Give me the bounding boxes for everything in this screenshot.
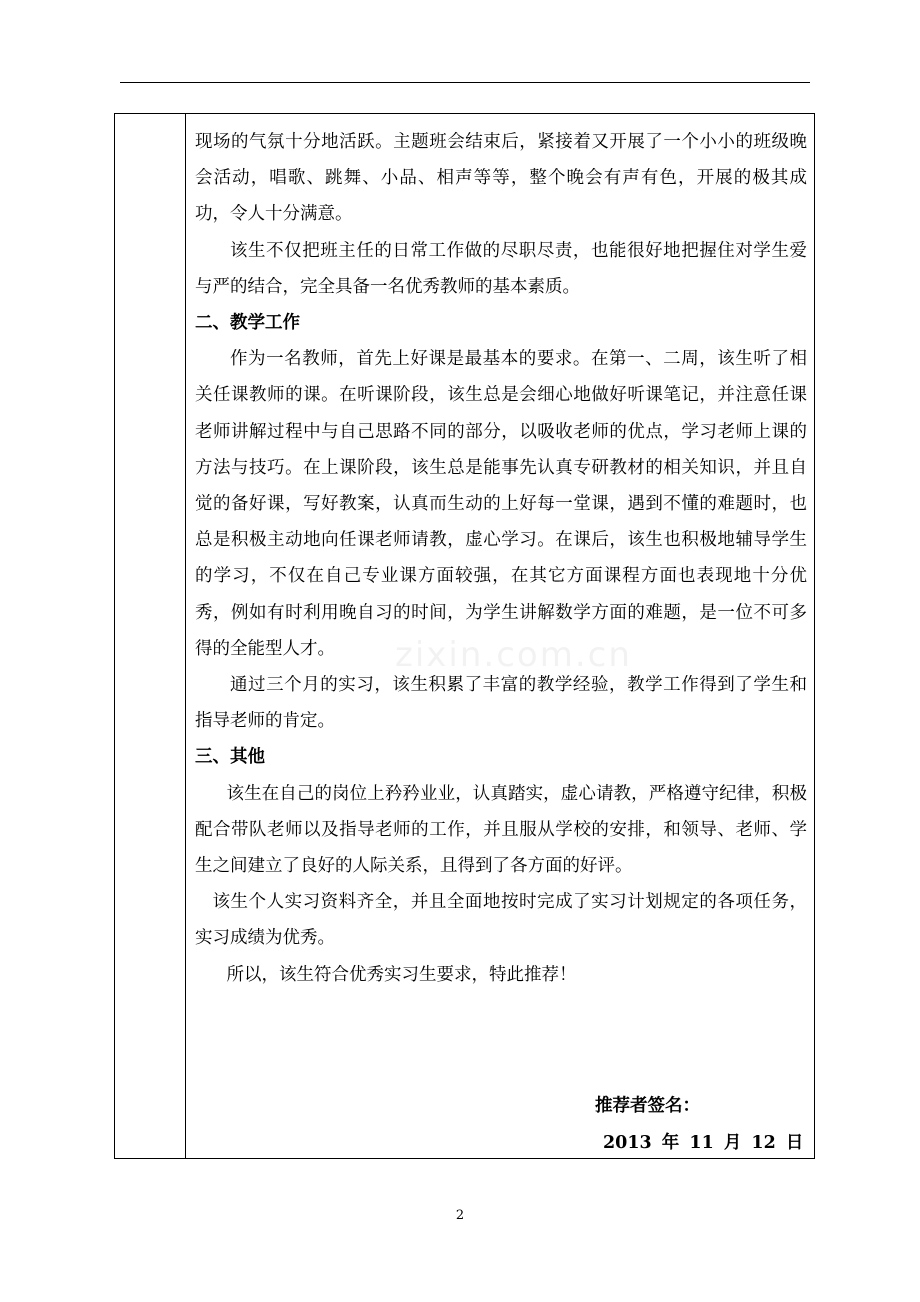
recommendation-table — [114, 113, 815, 1159]
signature-date: 2013 年 11 月 12 日 — [603, 1133, 804, 1153]
paragraph-conduct: 该生在自己的岗位上矜矜业业，认真踏实，虚心请教，严格遵守纪律，积极配合带队老师以及指导老师的工作，并且服从学校的安排，和领导、老师、学生之间建立了良好的人际关系，且得到了各方面的好评。 — [195, 783, 807, 877]
paragraph-teaching-summary: 通过三个月的实习，该生积累了丰富的教学经验，教学工作得到了学生和指导老师的肯定。 — [195, 675, 807, 732]
paragraph-recommendation: 所以，该生符合优秀实习生要求，特此推荐！ — [226, 964, 577, 985]
paragraph-headteacher-summary: 该生不仅把班主任的日常工作做的尽职尽责，也能很好地把握住对学生爱与严的结合，完全具备一名优秀教师的基本素质。 — [195, 240, 807, 297]
paragraph-class-evening: 现场的气氛十分地活跃。主题班会结束后，紧接着又开展了一个小小的班级晚会活动，唱歌、跳舞、小品、相声等等，整个晚会有声有色，开展的极其成功，令人十分满意。 — [195, 132, 807, 225]
signature-label: 推荐者签名： — [595, 1096, 700, 1116]
label-column — [115, 114, 186, 1158]
section-heading-other: 三、其他 — [195, 747, 265, 768]
paragraph-teaching-work: 作为一名教师，首先上好课是最基本的要求。在第一、二周，该生听了相关任课教师的课。在听课阶段，该生总是会细心地做好听课笔记，并注意任课老师讲解过程中与自己思路不同的部分，以吸收老师的优点，学习老师上课的方法与技巧。在上课阶段，该生总是能事先认真专研教材的相关知识，并且自觉的备好课，写好教案，认真而生动的上好每一堂课，遇到不懂的难题时，也总是积极主动地向任课老师请教，虚心学习。在课后，该生也积极地辅导学生的学习，不仅在自己专业课方面较强，在其它方面课程方面也表现地十分优秀，例如有时利用晚自习的时间，为学生讲解数学方面的难题，是一位不可多得的全能型人才。 — [195, 349, 807, 659]
header-rule — [120, 82, 810, 83]
page-number: 2 — [455, 1208, 465, 1223]
paragraph-completion: 该生个人实习资料齐全，并且全面地按时完成了实习计划规定的各项任务，实习成绩为优秀。 — [195, 892, 807, 949]
section-heading-teaching: 二、教学工作 — [195, 313, 300, 334]
watermark: zixin.com.cn — [395, 635, 632, 675]
content-cell — [195, 124, 807, 993]
